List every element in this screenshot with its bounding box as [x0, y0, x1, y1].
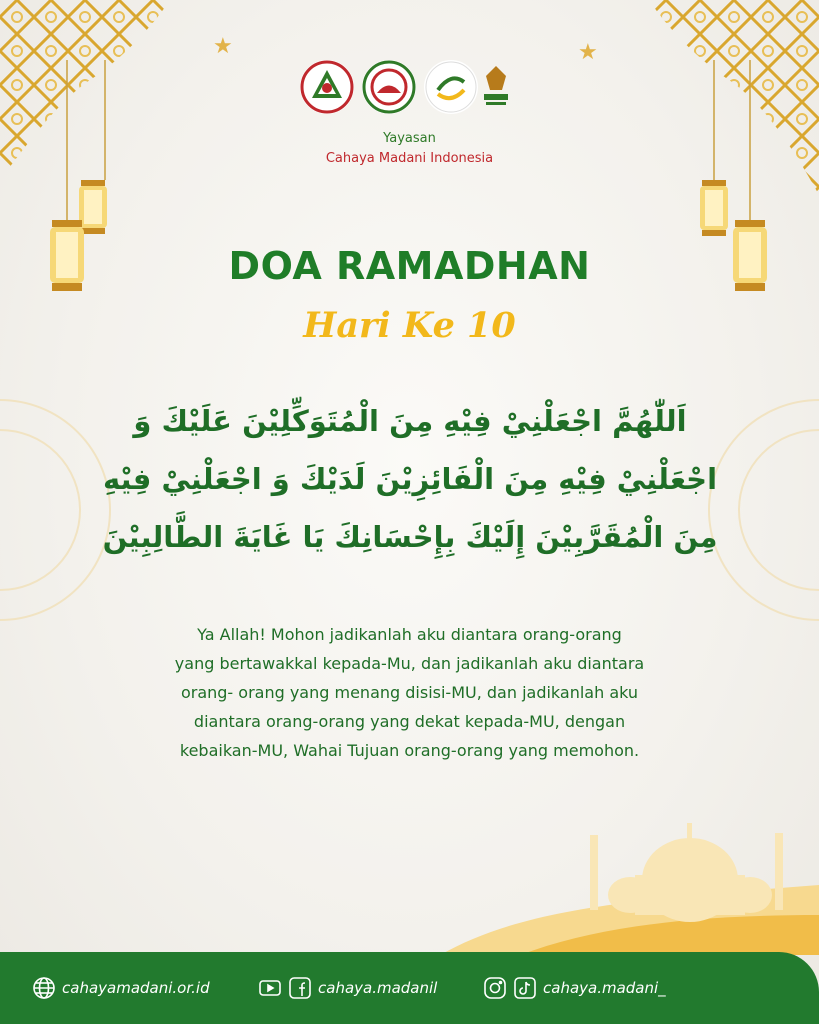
facebook-icon	[288, 976, 312, 1000]
page-title: DOA RAMADHAN	[228, 244, 591, 288]
cahaya-madani-indonesia-logo	[300, 60, 354, 114]
footer-instagram-tiktok[interactable]	[483, 974, 666, 1002]
facebook-text: cahaya.madanil	[318, 979, 438, 997]
org-prefix: Yayasan	[383, 131, 436, 146]
prayer-arabic-line: اجْعَلْنِيْ فِيْهِ مِنَ الْفَائِزِيْنَ لَدَيْكَ وَ اجْعَلْنِيْ فِيْهِ	[102, 462, 718, 496]
translation-line: yang bertawakkal kepada-Mu, dan jadikanlah aku diantara	[174, 654, 645, 673]
partner-logo	[424, 60, 478, 114]
youtube-icon	[258, 976, 282, 1000]
footer-youtube-facebook[interactable]	[258, 974, 437, 1002]
translation-line: orang- orang yang menang disisi-MU, dan jadikanlah aku	[180, 683, 639, 702]
instagram-icon	[483, 976, 507, 1000]
prayer-arabic	[70, 392, 750, 566]
prayer-arabic-line: مِنَ الْمُقَرَّبِيْنَ إِلَيْكَ بِإِحْسَانِكَ يَا غَايَةَ الطَّالِبِيْنَ	[102, 520, 718, 554]
baznas-logo	[476, 60, 516, 114]
star-icon: ★	[578, 40, 598, 65]
globe-icon	[32, 976, 56, 1000]
mosque-silhouette	[440, 815, 819, 955]
tiktok-text: cahaya.madani_	[543, 979, 666, 997]
footer-bar	[0, 952, 819, 1024]
partner-logos	[300, 60, 515, 120]
org-name: Cahaya Madani Indonesia	[325, 151, 494, 166]
prayer-translation	[80, 620, 739, 765]
translation-line: Ya Allah! Mohon jadikanlah aku diantara orang-orang	[197, 625, 622, 644]
prayer-arabic-line: اَللّٰهُمَّ اجْعَلْنِيْ فِيْهِ مِنَ الْمُتَوَكِّلِيْنَ عَلَيْكَ وَ	[133, 404, 687, 438]
website-text: cahayamadani.or.id	[62, 979, 210, 997]
translation-line: diantara orang-orang yang dekat kepada-MU, dengan	[193, 712, 626, 731]
page-subtitle: Hari Ke 10	[303, 305, 516, 346]
tiktok-icon	[513, 976, 537, 1000]
yayasan-logo	[362, 60, 416, 114]
star-icon: ★	[213, 34, 233, 59]
translation-line: kebaikan-MU, Wahai Tujuan orang-orang yang memohon.	[179, 741, 640, 760]
footer-website[interactable]	[32, 974, 210, 1002]
